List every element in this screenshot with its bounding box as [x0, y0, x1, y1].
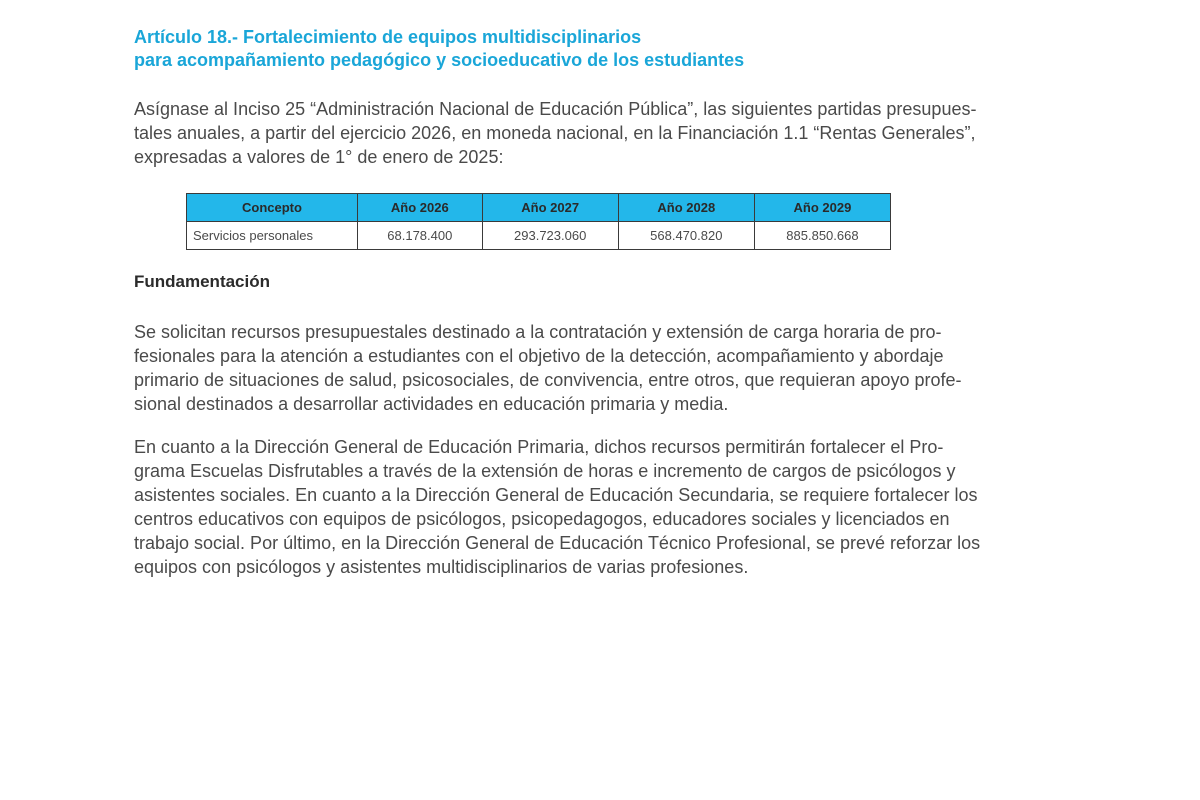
- column-header-concepto: Concepto: [187, 194, 358, 222]
- fundamentacion-paragraph-2: [134, 435, 981, 579]
- intro-line: Asígnase al Inciso 25 “Administración Nacional de Educación Pública”, las siguientes partidas presupues-: [134, 99, 977, 119]
- paragraph-line: sional destinados a desarrollar actividades en educación primaria y media.: [134, 394, 729, 414]
- paragraph-line: fesionales para la atención a estudiantes con el objetivo de la detección, acompañamiento y abordaje: [134, 346, 944, 366]
- intro-paragraph: [134, 97, 977, 169]
- table-header-row: [187, 194, 891, 222]
- paragraph-line: asistentes sociales. En cuanto a la Dirección General de Educación Secundaria, se requiere fortalecer los: [134, 485, 978, 505]
- article-title-line-1: Artículo 18.- Fortalecimiento de equipos multidisciplinarios: [134, 27, 642, 47]
- paragraph-line: grama Escuelas Disfrutables a través de la extensión de horas e incremento de cargos de psicólogos y: [134, 461, 956, 481]
- paragraph-line: Se solicitan recursos presupuestales destinado a la contratación y extensión de carga horaria de pro-: [134, 322, 942, 342]
- column-header-2026: Año 2026: [358, 194, 483, 222]
- intro-line: expresadas a valores de 1° de enero de 2025:: [134, 147, 504, 167]
- cell-2027: 293.723.060: [482, 222, 618, 250]
- article-title-line-2: para acompañamiento pedagógico y socioeducativo de los estudiantes: [134, 50, 745, 70]
- column-header-2027: Año 2027: [482, 194, 618, 222]
- column-header-2028: Año 2028: [618, 194, 754, 222]
- paragraph-line: trabajo social. Por último, en la Dirección General de Educación Técnico Profesional, se prevé reforzar los: [134, 533, 981, 553]
- cell-2029: 885.850.668: [754, 222, 890, 250]
- budget-table: [186, 193, 891, 250]
- column-header-2029: Año 2029: [754, 194, 890, 222]
- paragraph-line: centros educativos con equipos de psicólogos, psicopedagogos, educadores sociales y licenciados en: [134, 509, 950, 529]
- intro-line: tales anuales, a partir del ejercicio 2026, en moneda nacional, en la Financiación 1.1 “Rentas Generales”,: [134, 123, 976, 143]
- paragraph-line: equipos con psicólogos y asistentes multidisciplinarios de varias profesiones.: [134, 557, 749, 577]
- cell-2026: 68.178.400: [358, 222, 483, 250]
- table-row: [187, 222, 891, 250]
- cell-2028: 568.470.820: [618, 222, 754, 250]
- section-heading-fundamentacion: Fundamentación: [134, 272, 271, 291]
- article-title: [134, 26, 954, 72]
- fundamentacion-paragraph-1: [134, 320, 962, 416]
- cell-concepto: Servicios personales: [187, 222, 358, 250]
- paragraph-line: En cuanto a la Dirección General de Educación Primaria, dichos recursos permitirán fortalecer el Pro-: [134, 437, 944, 457]
- paragraph-line: primario de situaciones de salud, psicosociales, de convivencia, entre otros, que requieran apoyo profe-: [134, 370, 962, 390]
